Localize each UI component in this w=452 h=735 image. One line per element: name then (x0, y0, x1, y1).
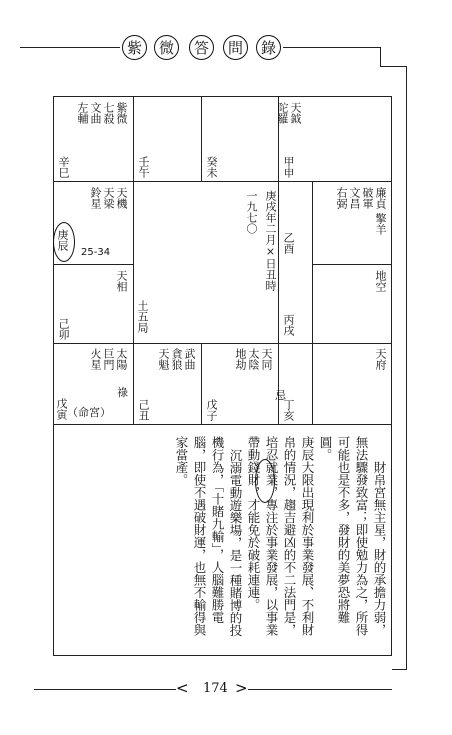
star: 七殺 (102, 102, 115, 124)
header-char-5: 錄 (256, 35, 281, 60)
star: 右弼 (335, 187, 348, 209)
hua-marker: 祿 (117, 386, 128, 399)
header-rule-right-drop (380, 47, 381, 67)
star: 天機 (115, 187, 128, 209)
star: 陀羅 (276, 102, 289, 124)
palace-hai (278, 343, 392, 424)
star: 武曲 (183, 348, 196, 370)
star: 天同 (260, 348, 273, 370)
star: 天梁 (102, 187, 115, 209)
branch-label: 戊寅（命宮） (55, 398, 111, 420)
palace-si (53, 96, 133, 181)
star: 左輔 (76, 102, 89, 124)
star: 鈴星 (89, 187, 102, 209)
footer-rule-right (248, 689, 392, 690)
age-range: 25-34 (81, 247, 111, 258)
star: 貪狼 (170, 348, 183, 370)
star: 天魁 (157, 348, 170, 370)
star: 天府 (374, 348, 387, 370)
branch-label: 己卯 (57, 318, 70, 340)
palace-chou (133, 343, 201, 424)
star: 地空 (374, 270, 387, 292)
branch-label: 乙酉 (282, 232, 295, 254)
branch-label: 丁亥 (282, 399, 295, 421)
palace-mao (53, 264, 133, 343)
header-char-1: 紫 (122, 35, 147, 60)
footer-rule-left (34, 689, 176, 690)
page-number: 174 (203, 681, 228, 696)
star: 紫微 (115, 102, 128, 124)
star: 火星 (89, 348, 102, 370)
star: 廉貞 (374, 187, 387, 209)
star: 天鉞 (289, 102, 302, 124)
circle-mark (255, 459, 275, 503)
star: 太陰 (247, 348, 260, 370)
five-element-bureau: 土五局 (136, 300, 149, 333)
branch-label: 丙戌 (282, 314, 295, 336)
page-right-rule (406, 66, 407, 670)
branch-label: 甲申 (282, 156, 295, 178)
star: 破軍 (361, 187, 374, 209)
header-char-2: 微 (154, 35, 179, 60)
palace-chen (53, 181, 133, 264)
paragraph-1: 財帛宮無主星，財的承擔力弱，無法驟發致富；即使勉力為之，所得可能也是不多，發財的美夢恐將難圓。 (318, 436, 387, 636)
branch-label: 壬午 (137, 156, 150, 178)
header-rule-right (283, 47, 380, 48)
star: 巨門 (102, 348, 115, 370)
palace-zi (201, 343, 286, 424)
hua-marker: 忌 (275, 389, 286, 402)
branch-label: 庚辰 (56, 229, 69, 251)
header-char-3: 答 (189, 35, 214, 60)
palace-wei (201, 96, 278, 181)
branch-label: 己丑 (137, 399, 150, 421)
palace-shen (278, 96, 392, 181)
palace-you (312, 181, 392, 264)
paragraph-2: 庚辰大限出現利於事業發展、不利財帛的情況，趨吉避凶的不二法門是，培忍就業，專注於事業發展，以事業帶動錢財，才能免於破耗連連。 (246, 436, 315, 636)
header-char-4: 問 (223, 35, 248, 60)
ming-palace-label: （命宮） (67, 406, 111, 419)
star: 太陽 (115, 348, 128, 370)
branch-label: 癸未 (205, 156, 218, 178)
star: 天相 (115, 270, 128, 292)
branch-label: 戊子 (205, 399, 218, 421)
header-rule-right-step (380, 66, 407, 67)
paragraph-3: 沉溺電動遊樂場，是一種賭博的投機行為，「十賭九輸」，人腦難勝電腦，即使不遇破財運，也無不輸得與家當產。 (174, 436, 243, 636)
body-text (172, 436, 388, 648)
star: 文曲 (89, 102, 102, 124)
birth-year: 一九七〇 (245, 190, 258, 234)
page-right-rule-foot (392, 669, 407, 670)
header-rule-left (20, 47, 120, 48)
branch-label: 辛巳 (57, 156, 70, 178)
star: 文昌 (348, 187, 361, 209)
footer-bracket-left: < (176, 679, 189, 697)
palace-yin (53, 343, 133, 424)
star: 地劫 (234, 348, 247, 370)
palace-xu (312, 264, 392, 343)
birth-info: 庚戌年二月×日丑時 (264, 190, 277, 291)
star-extra: 擎羊 (374, 213, 387, 235)
footer-bracket-right: > (235, 679, 248, 697)
palace-wu (133, 96, 201, 181)
